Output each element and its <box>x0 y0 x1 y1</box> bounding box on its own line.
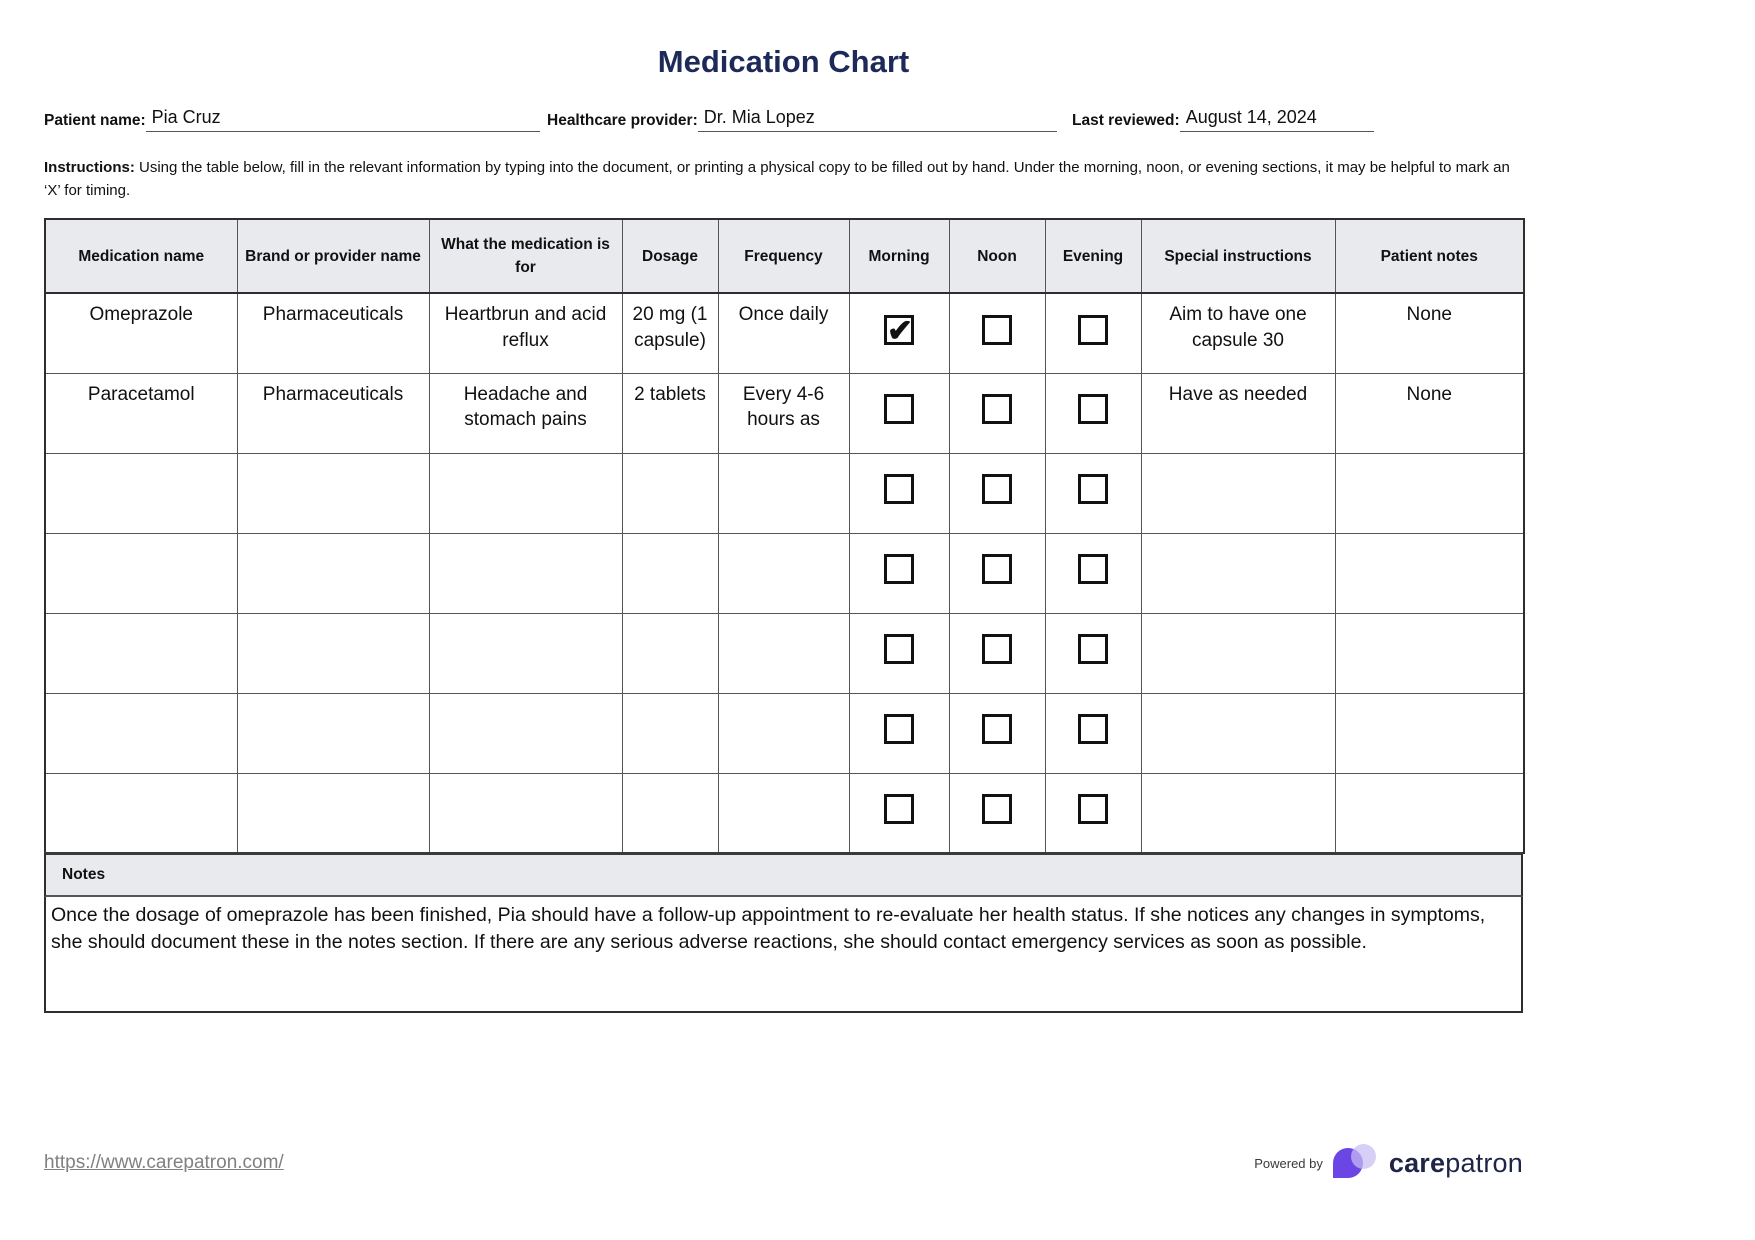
evening-checkbox-cell <box>1045 533 1141 613</box>
morning-checkbox[interactable] <box>884 634 914 664</box>
medication-chart-document <box>44 0 1523 1183</box>
last-reviewed-label: Last reviewed: <box>1072 111 1180 129</box>
noon-checkbox-cell <box>949 773 1045 853</box>
col-header-morning: Morning <box>849 219 949 293</box>
cell-brand-name[interactable] <box>237 693 429 773</box>
morning-checkbox[interactable] <box>884 714 914 744</box>
morning-checkbox[interactable] <box>884 474 914 504</box>
medication-table-body <box>45 293 1524 853</box>
noon-checkbox-cell <box>949 293 1045 373</box>
cell-special-instructions[interactable] <box>1141 773 1335 853</box>
carepatron-link[interactable]: https://www.carepatron.com/ <box>44 1152 284 1174</box>
cell-medication-name[interactable] <box>45 533 237 613</box>
morning-checkbox-cell <box>849 693 949 773</box>
medication-row <box>45 773 1524 853</box>
cell-brand-name[interactable]: Pharmaceuticals <box>237 293 429 373</box>
evening-checkbox-cell <box>1045 693 1141 773</box>
cell-brand-name[interactable] <box>237 613 429 693</box>
morning-checkbox-cell <box>849 613 949 693</box>
col-header-brand: Brand or provider name <box>237 219 429 293</box>
evening-checkbox[interactable] <box>1078 634 1108 664</box>
cell-purpose[interactable] <box>429 453 622 533</box>
healthcare-provider-value[interactable]: Dr. Mia Lopez <box>698 108 1057 132</box>
cell-medication-name[interactable] <box>45 693 237 773</box>
evening-checkbox[interactable] <box>1078 794 1108 824</box>
cell-special-instructions[interactable]: Have as needed <box>1141 373 1335 453</box>
notes-text[interactable]: Once the dosage of omeprazole has been finished, Pia should have a follow-up appointment to re-evaluate her health status. If she notices any changes in symptoms, she should document these in the notes section. If there are any serious adverse reactions, she should contact emergency services as soon as possible. <box>44 897 1523 1013</box>
noon-checkbox-cell <box>949 533 1045 613</box>
cell-special-instructions[interactable] <box>1141 693 1335 773</box>
morning-checkbox-cell <box>849 453 949 533</box>
cell-purpose[interactable]: Headache and stomach pains <box>429 373 622 453</box>
last-reviewed-field <box>1072 108 1374 132</box>
cell-frequency[interactable]: Once daily <box>718 293 849 373</box>
header-fields <box>44 108 1523 132</box>
noon-checkbox-cell <box>949 693 1045 773</box>
medication-table <box>44 218 1525 854</box>
cell-patient-notes[interactable] <box>1335 453 1524 533</box>
col-header-purpose: What the medication is for <box>429 219 622 293</box>
cell-frequency[interactable] <box>718 533 849 613</box>
cell-dosage[interactable]: 20 mg (1 capsule) <box>622 293 718 373</box>
cell-medication-name[interactable] <box>45 773 237 853</box>
evening-checkbox[interactable] <box>1078 315 1108 345</box>
evening-checkbox-cell <box>1045 613 1141 693</box>
table-header-row <box>45 219 1524 293</box>
cell-dosage[interactable]: 2 tablets <box>622 373 718 453</box>
noon-checkbox[interactable] <box>982 634 1012 664</box>
medication-row <box>45 533 1524 613</box>
powered-by-block <box>1254 1143 1523 1183</box>
carepatron-logo-icon <box>1333 1143 1379 1183</box>
cell-patient-notes[interactable] <box>1335 773 1524 853</box>
morning-checkbox-cell <box>849 533 949 613</box>
instructions-body: Using the table below, fill in the relevant information by typing into the document, or printing a physical copy to be filled out by hand. Under the morning, noon, or evening sections, it may be helpful to mark an ‘X’ for timing. <box>44 158 1510 200</box>
cell-dosage[interactable] <box>622 453 718 533</box>
morning-checkbox[interactable] <box>884 794 914 824</box>
cell-brand-name[interactable] <box>237 773 429 853</box>
cell-dosage[interactable] <box>622 533 718 613</box>
medication-row <box>45 453 1524 533</box>
instructions-label: Instructions: <box>44 158 135 176</box>
cell-medication-name[interactable]: Omeprazole <box>45 293 237 373</box>
evening-checkbox-cell <box>1045 773 1141 853</box>
evening-checkbox-cell <box>1045 373 1141 453</box>
cell-patient-notes[interactable]: None <box>1335 293 1524 373</box>
morning-checkbox-cell <box>849 373 949 453</box>
cell-brand-name[interactable]: Pharmaceuticals <box>237 373 429 453</box>
page-title: Medication Chart <box>657 44 910 79</box>
evening-checkbox[interactable] <box>1078 394 1108 424</box>
page-footer <box>44 1143 1523 1183</box>
evening-checkbox[interactable] <box>1078 474 1108 504</box>
powered-by-label: Powered by <box>1254 1155 1323 1171</box>
notes-header-label: Notes <box>62 866 106 884</box>
patient-name-value[interactable]: Pia Cruz <box>146 108 540 132</box>
cell-purpose[interactable]: Heartbrun and acid reflux <box>429 293 622 373</box>
noon-checkbox-cell <box>949 453 1045 533</box>
noon-checkbox[interactable] <box>982 474 1012 504</box>
col-header-special-instructions: Special instructions <box>1141 219 1335 293</box>
evening-checkbox[interactable] <box>1078 714 1108 744</box>
col-header-medication-name: Medication name <box>45 219 237 293</box>
patient-name-field <box>44 108 540 132</box>
col-header-evening: Evening <box>1045 219 1141 293</box>
healthcare-provider-label: Healthcare provider: <box>547 111 698 129</box>
cell-patient-notes[interactable] <box>1335 613 1524 693</box>
medication-row <box>45 373 1524 453</box>
cell-dosage[interactable] <box>622 773 718 853</box>
cell-brand-name[interactable] <box>237 533 429 613</box>
cell-patient-notes[interactable] <box>1335 693 1524 773</box>
col-header-noon: Noon <box>949 219 1045 293</box>
cell-medication-name[interactable]: Paracetamol <box>45 373 237 453</box>
notes-section-header <box>44 852 1523 897</box>
cell-dosage[interactable] <box>622 613 718 693</box>
logo-dot-shape <box>1351 1144 1376 1169</box>
cell-special-instructions[interactable]: Aim to have one capsule 30 <box>1141 293 1335 373</box>
col-header-patient-notes: Patient notes <box>1335 219 1524 293</box>
medication-row <box>45 613 1524 693</box>
cell-frequency[interactable] <box>718 613 849 693</box>
cell-special-instructions[interactable] <box>1141 453 1335 533</box>
cell-special-instructions[interactable] <box>1141 533 1335 613</box>
cell-medication-name[interactable] <box>45 453 237 533</box>
medication-row <box>45 293 1524 373</box>
morning-checkbox[interactable] <box>884 312 914 348</box>
cell-purpose[interactable] <box>429 533 622 613</box>
carepatron-wordmark: carepatron <box>1388 1147 1523 1178</box>
last-reviewed-value[interactable]: August 14, 2024 <box>1180 108 1374 132</box>
evening-checkbox-cell <box>1045 453 1141 533</box>
noon-checkbox[interactable] <box>982 315 1012 345</box>
cell-patient-notes[interactable]: None <box>1335 373 1524 453</box>
cell-frequency[interactable] <box>718 773 849 853</box>
col-header-frequency: Frequency <box>718 219 849 293</box>
morning-checkbox[interactable] <box>884 394 914 424</box>
noon-checkbox[interactable] <box>982 794 1012 824</box>
morning-checkbox[interactable] <box>884 554 914 584</box>
cell-purpose[interactable] <box>429 613 622 693</box>
cell-special-instructions[interactable] <box>1141 613 1335 693</box>
instructions-text <box>44 156 1523 203</box>
noon-checkbox[interactable] <box>982 554 1012 584</box>
patient-name-label: Patient name: <box>44 111 146 129</box>
noon-checkbox-cell <box>949 613 1045 693</box>
cell-brand-name[interactable] <box>237 453 429 533</box>
cell-patient-notes[interactable] <box>1335 533 1524 613</box>
cell-purpose[interactable] <box>429 693 622 773</box>
morning-checkbox-cell <box>849 293 949 373</box>
cell-frequency[interactable] <box>718 693 849 773</box>
noon-checkbox-cell <box>949 373 1045 453</box>
cell-frequency[interactable]: Every 4-6 hours as <box>718 373 849 453</box>
cell-purpose[interactable] <box>429 773 622 853</box>
evening-checkbox[interactable] <box>1078 554 1108 584</box>
medication-row <box>45 693 1524 773</box>
noon-checkbox[interactable] <box>982 394 1012 424</box>
cell-medication-name[interactable] <box>45 613 237 693</box>
checkmark-icon: ✔ <box>887 312 913 348</box>
evening-checkbox-cell <box>1045 293 1141 373</box>
cell-dosage[interactable] <box>622 693 718 773</box>
cell-frequency[interactable] <box>718 453 849 533</box>
healthcare-provider-field <box>547 108 1057 132</box>
morning-checkbox-cell <box>849 773 949 853</box>
col-header-dosage: Dosage <box>622 219 718 293</box>
noon-checkbox[interactable] <box>982 714 1012 744</box>
